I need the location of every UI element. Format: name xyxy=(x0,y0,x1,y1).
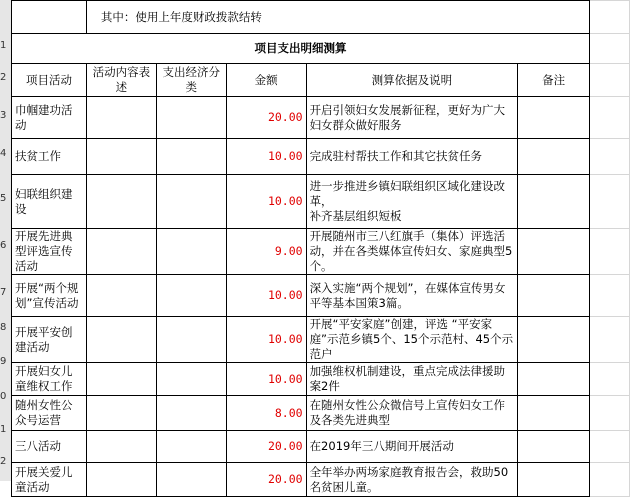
remark-cell[interactable] xyxy=(518,97,590,139)
basis-cell[interactable]: 开展随州市三八红旗手（集体）评选活动，并在各类媒体宣传妇女、家庭典型5个。 xyxy=(306,229,518,275)
spreadsheet-grid xyxy=(11,0,630,497)
activity-cell[interactable]: 开展关爱儿童活动 xyxy=(12,463,87,497)
activity-cell[interactable]: 妇联组织建设 xyxy=(12,175,87,229)
col-header-description[interactable]: 活动内容表述 xyxy=(86,64,156,97)
table-title[interactable]: 项目支出明细测算 xyxy=(12,34,590,64)
cell[interactable] xyxy=(590,139,630,175)
category-cell[interactable] xyxy=(156,275,226,317)
cell[interactable] xyxy=(590,97,630,139)
cell[interactable] xyxy=(12,1,87,34)
table-row xyxy=(12,275,630,317)
remark-cell[interactable] xyxy=(518,275,590,317)
amount-cell[interactable]: 20.00 xyxy=(226,431,306,463)
category-cell[interactable] xyxy=(156,396,226,431)
amount-cell[interactable]: 10.00 xyxy=(226,317,306,363)
cell[interactable] xyxy=(590,363,630,396)
cell[interactable] xyxy=(590,317,630,363)
basis-cell[interactable]: 在2019年三八期间开展活动 xyxy=(306,431,518,463)
description-cell[interactable] xyxy=(86,229,156,275)
category-cell[interactable] xyxy=(156,431,226,463)
remark-cell[interactable] xyxy=(518,431,590,463)
activity-cell[interactable]: 扶贫工作 xyxy=(12,139,87,175)
remark-cell[interactable] xyxy=(518,363,590,396)
description-cell[interactable] xyxy=(86,317,156,363)
cell[interactable] xyxy=(590,275,630,317)
amount-cell[interactable]: 10.00 xyxy=(226,275,306,317)
cell[interactable] xyxy=(590,229,630,275)
row-number[interactable]: 4 xyxy=(0,148,7,159)
table-row xyxy=(12,317,630,363)
basis-cell[interactable]: 开展“平安家庭”创建，评选 “平安家庭”示范乡镇5个、15个示范村、45个示范户 xyxy=(306,317,518,363)
row-number[interactable]: 2 xyxy=(0,456,7,467)
category-cell[interactable] xyxy=(156,363,226,396)
cell[interactable] xyxy=(590,463,630,497)
remark-cell[interactable] xyxy=(518,463,590,497)
table-row xyxy=(12,175,630,229)
row-number[interactable]: 0 xyxy=(0,391,7,402)
table-row xyxy=(12,97,630,139)
description-cell[interactable] xyxy=(86,363,156,396)
row-number[interactable]: 6 xyxy=(0,240,7,251)
category-cell[interactable] xyxy=(156,139,226,175)
amount-cell[interactable]: 10.00 xyxy=(226,363,306,396)
cell[interactable] xyxy=(590,431,630,463)
remark-cell[interactable] xyxy=(518,317,590,363)
col-header-category[interactable]: 支出经济分类 xyxy=(156,64,226,97)
amount-cell[interactable]: 10.00 xyxy=(226,175,306,229)
row-number[interactable]: 8 xyxy=(0,322,7,333)
table-row xyxy=(12,229,630,275)
amount-cell[interactable]: 9.00 xyxy=(226,229,306,275)
col-header-amount[interactable]: 金额 xyxy=(226,64,306,97)
activity-cell[interactable]: 开展平安创建活动 xyxy=(12,317,87,363)
activity-cell[interactable]: 开展先进典型评选宣传活动 xyxy=(12,229,87,275)
row-number[interactable]: 3 xyxy=(0,110,7,121)
col-header-basis[interactable]: 测算依据及说明 xyxy=(306,64,518,97)
row-number[interactable]: 2 xyxy=(0,72,7,83)
row-number[interactable]: 5 xyxy=(0,193,7,204)
description-cell[interactable] xyxy=(86,463,156,497)
category-cell[interactable] xyxy=(156,175,226,229)
basis-cell[interactable]: 完成驻村帮扶工作和其它扶贫任务 xyxy=(306,139,518,175)
row-number[interactable]: 7 xyxy=(0,287,7,298)
col-header-activity[interactable]: 项目活动 xyxy=(12,64,87,97)
amount-cell[interactable]: 10.00 xyxy=(226,139,306,175)
table-row xyxy=(12,431,630,463)
cell[interactable] xyxy=(590,34,630,64)
category-cell[interactable] xyxy=(156,229,226,275)
row-number[interactable]: 1 xyxy=(0,424,7,435)
description-cell[interactable] xyxy=(86,396,156,431)
description-cell[interactable] xyxy=(86,175,156,229)
description-cell[interactable] xyxy=(86,139,156,175)
row-number[interactable]: 1 xyxy=(0,40,7,51)
category-cell[interactable] xyxy=(156,97,226,139)
activity-cell[interactable]: 开展“两个规划”宣传活动 xyxy=(12,275,87,317)
activity-cell[interactable]: 三八活动 xyxy=(12,431,87,463)
table-row xyxy=(12,139,630,175)
amount-cell[interactable]: 20.00 xyxy=(226,97,306,139)
remark-cell[interactable] xyxy=(518,175,590,229)
row-number[interactable]: 9 xyxy=(0,356,7,367)
activity-cell[interactable]: 随州女性公众号运营 xyxy=(12,396,87,431)
remark-cell[interactable] xyxy=(518,229,590,275)
basis-cell[interactable]: 进一步推进乡镇妇联组织区域化建设改革， 补齐基层组织短板 xyxy=(306,175,518,229)
col-header-remark[interactable]: 备注 xyxy=(518,64,590,97)
category-cell[interactable] xyxy=(156,317,226,363)
basis-cell[interactable]: 全年举办两场家庭教育报告会，救助50名贫困儿童。 xyxy=(306,463,518,497)
cell[interactable] xyxy=(590,1,630,34)
amount-cell[interactable]: 8.00 xyxy=(226,396,306,431)
cell[interactable] xyxy=(590,396,630,431)
table-row xyxy=(12,463,630,497)
sub-header-text: 其中：使用上年度财政拨款结转 xyxy=(100,9,262,24)
remark-cell[interactable] xyxy=(518,396,590,431)
basis-cell[interactable]: 加强维权机制建设，重点完成法律援助案2件 xyxy=(306,363,518,396)
basis-cell[interactable]: 在随州女性公众微信号上宣传妇女工作及各类先进典型 xyxy=(306,396,518,431)
amount-cell[interactable]: 20.00 xyxy=(226,463,306,497)
basis-cell[interactable]: 开启引领妇女发展新征程，更好为广大妇女群众做好服务 xyxy=(306,97,518,139)
basis-cell[interactable]: 深入实施“两个规划”，在媒体宣传男女平等基本国策3篇。 xyxy=(306,275,518,317)
table-row xyxy=(12,363,630,396)
activity-cell[interactable]: 巾帼建功活动 xyxy=(12,97,87,139)
description-cell[interactable] xyxy=(86,275,156,317)
cell[interactable] xyxy=(590,64,630,97)
description-cell[interactable] xyxy=(86,97,156,139)
sub-header-cell[interactable] xyxy=(86,1,589,34)
remark-cell[interactable] xyxy=(518,139,590,175)
cell[interactable] xyxy=(590,175,630,229)
table-row xyxy=(12,396,630,431)
activity-cell[interactable]: 开展妇女儿童维权工作 xyxy=(12,363,87,396)
category-cell[interactable] xyxy=(156,463,226,497)
description-cell[interactable] xyxy=(86,431,156,463)
